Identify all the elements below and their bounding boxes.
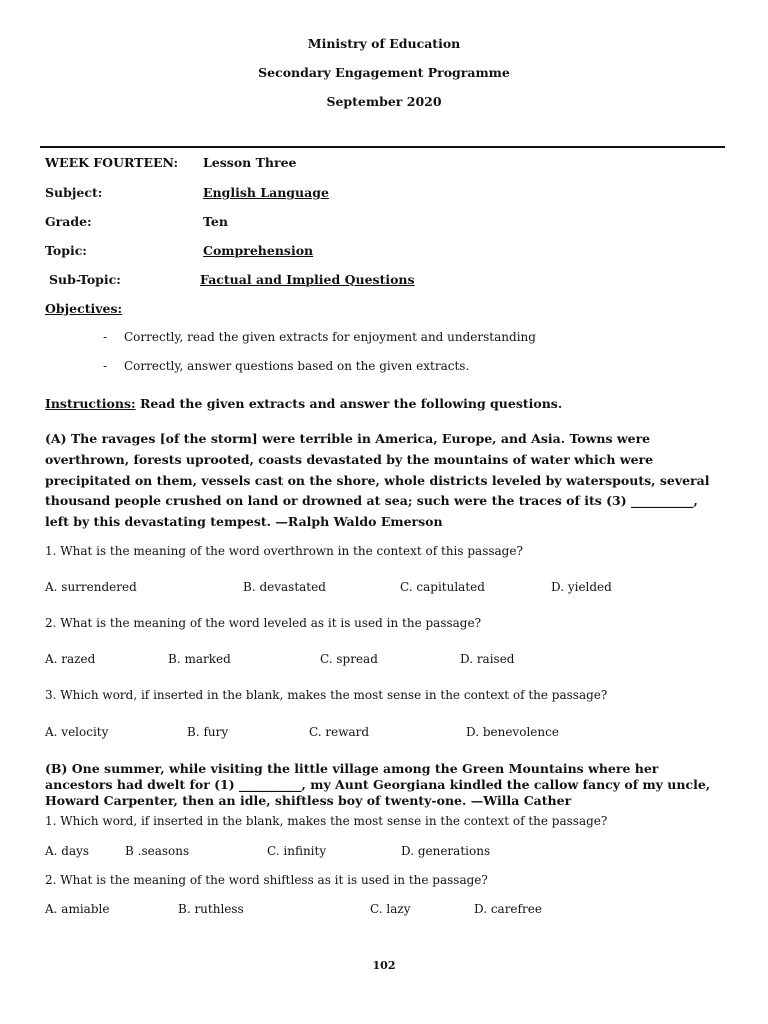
question-b1: 1. Which word, if inserted in the blank, makes the most sense in the context of the passage? xyxy=(45,814,608,828)
option: C. lazy xyxy=(370,902,411,916)
option: C. reward xyxy=(309,725,370,739)
option: C. capitulated xyxy=(400,580,485,594)
ministry-title: Ministry of Education xyxy=(307,36,461,51)
option: B. devastated xyxy=(243,580,326,594)
subject-label: Subject: xyxy=(45,185,103,200)
week-label: WEEK FOURTEEN: xyxy=(45,155,179,170)
subtopic-label: Sub-Topic: xyxy=(49,272,121,287)
grade-label: Grade: xyxy=(45,214,92,229)
option: D. raised xyxy=(460,652,515,666)
option: C. infinity xyxy=(267,844,327,858)
option: A. razed xyxy=(45,652,96,666)
objective-bullet: - xyxy=(103,330,108,344)
option: A. days xyxy=(45,844,90,858)
passage-a: (A) The ravages [of the storm] were terrible in America, Europe, and Asia. Towns were overthrown, forests uprooted, coasts devastated by the mountains of water which were precipitated on them, vessels cast on the shore, whole districts leveled by waterspouts, several thousand people crushed on land or drowned at sea; such were the traces of its (3) __________, left by this devastating tempest. —Ralph Waldo Emerson xyxy=(45,431,710,530)
option: D. yielded xyxy=(551,580,612,594)
grade-value: Ten xyxy=(203,214,228,229)
objective-item: Correctly, read the given extracts for enjoyment and understanding xyxy=(124,330,536,344)
week-value: Lesson Three xyxy=(203,155,297,170)
option: B .seasons xyxy=(125,844,190,858)
objectives-heading: Objectives: xyxy=(45,301,123,316)
instructions xyxy=(45,396,562,411)
question-a1: 1. What is the meaning of the word overthrown in the context of this passage? xyxy=(45,544,523,558)
option: D. generations xyxy=(401,844,491,858)
objective-bullet: - xyxy=(103,359,108,373)
date-title: September 2020 xyxy=(326,94,442,109)
question-a3: 3. Which word, if inserted in the blank, makes the most sense in the context of the passage? xyxy=(45,688,608,702)
option: A. amiable xyxy=(45,902,110,916)
option: C. spread xyxy=(320,652,378,666)
option: D. benevolence xyxy=(466,725,559,739)
subtopic-value: Factual and Implied Questions xyxy=(200,272,415,287)
option: A. surrendered xyxy=(45,580,137,594)
page-number: 102 xyxy=(372,959,396,972)
instructions-label: Instructions: xyxy=(45,396,136,411)
instructions-text: Read the given extracts and answer the following questions. xyxy=(135,396,563,411)
topic-value: Comprehension xyxy=(203,243,314,258)
passage-b: (B) One summer, while visiting the little village among the Green Mountains where her ancestors had dwelt for (1) __________, my Aunt Georgiana kindled the callow fancy of my uncle, Howard Carpenter, then an idle, shiftless boy of twenty-one. —Willa Cather xyxy=(45,761,711,808)
topic-label: Topic: xyxy=(45,243,87,258)
option: D. carefree xyxy=(474,902,542,916)
option: B. fury xyxy=(187,725,229,739)
question-a2: 2. What is the meaning of the word leveled as it is used in the passage? xyxy=(45,616,482,630)
programme-title: Secondary Engagement Programme xyxy=(258,65,510,80)
option: A. velocity xyxy=(45,725,109,739)
subject-value: English Language xyxy=(203,185,329,200)
header-divider xyxy=(40,146,725,148)
question-b2: 2. What is the meaning of the word shiftless as it is used in the passage? xyxy=(45,873,488,887)
objective-item: Correctly, answer questions based on the given extracts. xyxy=(124,359,470,373)
option: B. ruthless xyxy=(178,902,244,916)
option: B. marked xyxy=(168,652,231,666)
